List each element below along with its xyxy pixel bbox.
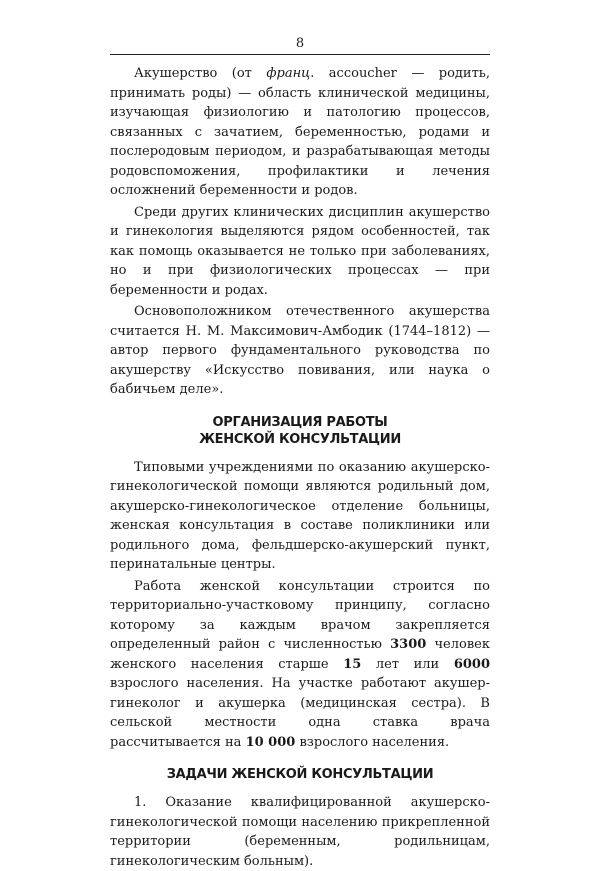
section-heading-organization: ОРГАНИЗАЦИЯ РАБОТЫ ЖЕНСКОЙ КОНСУЛЬТАЦИИ <box>199 414 401 447</box>
intro-paragraph-2: Среди других клинических дисциплин акушерство и гинекология выделяются рядом особенностей, так как помощь оказывается не только при заболеваниях, но и при физиологических процессах — при беременности и родах. <box>110 204 490 298</box>
tasks-item-1: 1. Оказание квалифицированной акушерско-гинекологической помощи населению прикрепленной территории (беременным, родильницам, гинекологическим больным). <box>110 795 490 869</box>
page-number: 8 <box>295 36 305 51</box>
intro-paragraph-3: Основоположником отечественного акушерства считается Н. М. Максимович-Амбодик (1744–1812) — автор первого фундаментального руководства по акушерству «Искусство повивания, или наука о бабичьем деле». <box>110 304 490 397</box>
bold-number: 3300 <box>390 637 427 652</box>
bold-number: 15 <box>343 656 362 672</box>
section1-paragraph-1: Типовыми учреждениями по оказанию акушерско-гинекологической помощи являются родильный дом, акушерско-гинекологическое отделение больницы, женская консультация в составе поликлиники или родильного дома, фельдшерско-акушерский пункт, перинатальные центры. <box>110 459 490 572</box>
header-rule <box>110 54 490 55</box>
intro-paragraph-1: Акушерство (от франц. accoucher — родить, принимать роды) — область клинической медицины, изучающая физиологию и патологию процессов, связанных с зачатием, беременностью, родами и послеродовым периодом, и разрабатывающая методы родовспоможения, профилактики и лечения осложнений беременности и родов. <box>110 66 490 198</box>
bold-number: 10 000 <box>245 734 296 750</box>
italic-abbreviation: франц <box>266 66 311 81</box>
bold-number: 6000 <box>453 656 490 672</box>
section-heading-tasks: ЗАДАЧИ ЖЕНСКОЙ КОНСУЛЬТАЦИИ <box>166 767 434 782</box>
section1-paragraph-2: Работа женской консультации строится по территориально-участковому принципу, согласно которому за каждым врачом закрепляется определенный район с численностью 3300 человек женского населения старше 15 лет или 6000 взрослого населения. На участке работают акушер-гинеколог и акушерка (медицинская сестра). В сельской местности одна ставка врача рассчитывается на 10 000 взрослого населения. <box>110 578 490 750</box>
